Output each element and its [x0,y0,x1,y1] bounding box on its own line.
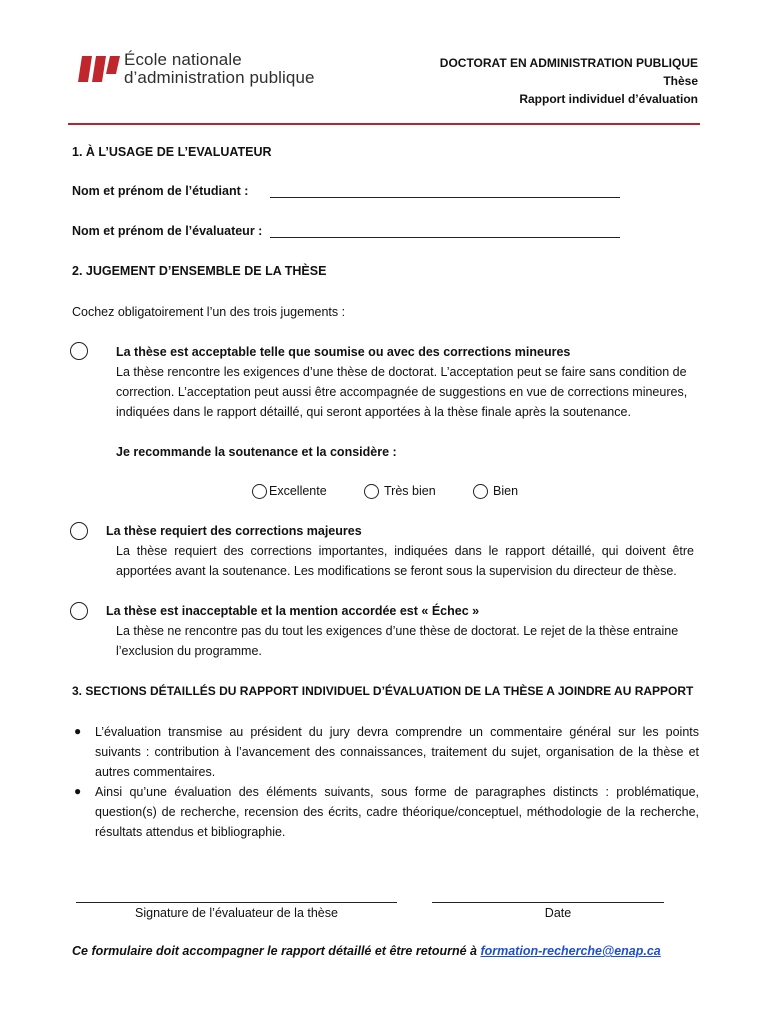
header-title-1: DOCTORAT EN ADMINISTRATION PUBLIQUE [439,56,698,70]
grade-good-radio[interactable] [473,484,488,499]
option-major-corrections-radio[interactable] [70,522,88,540]
date-label: Date [544,906,572,920]
bullet-2-line-1: Ainsi qu’une évaluation des éléments suivants, sous forme de paragraphes distincts : problématique, [95,785,699,799]
option-acceptable-line-1: La thèse rencontre les exigences d’une thèse de doctorat. L’acceptation peut se faire sans condition de [116,365,687,379]
option-acceptable-line-2: correction. L’acceptation peut aussi être accompagnée de suggestions en vue de corrections mineures, [116,385,688,399]
logo-line-2: d’administration publique [124,68,315,87]
evaluator-name-field[interactable] [270,237,620,238]
header-rule [68,123,700,125]
option-unacceptable-body [116,621,706,661]
student-name-field[interactable] [270,197,620,198]
grade-very-good-label: Très bien [384,484,436,498]
option-major-corrections-body [116,541,694,581]
evaluator-name-label: Nom et prénom de l’évaluateur : [72,224,263,238]
bullet-1-line-1: L’évaluation transmise au président du jury devra comprendre un commentaire général sur les points [95,725,699,739]
option-unacceptable-title: La thèse est inacceptable et la mention accordée est « Échec » [106,604,480,618]
signature-label: Signature de l’évaluateur de la thèse [135,906,338,920]
grade-good-label: Bien [493,484,519,498]
bullet-2-line-3: résultats attendus et bibliographie. [95,825,286,839]
bullet-1-line-2: suivants : contribution à l’avancement des connaissances, traitement du sujet, organisation de la thèse et [95,745,699,759]
footer-email-link[interactable]: formation-recherche@enap.ca [480,944,661,958]
option-unacceptable-radio[interactable] [70,602,88,620]
grade-excellent-label: Excellente [269,484,327,498]
header-title-3: Rapport individuel d’évaluation [519,92,698,106]
option-acceptable-block [116,342,706,422]
bullet-2-text [95,782,699,842]
option-unacceptable-line-2: l’exclusion du programme. [116,644,262,658]
bullet-2-icon: ● [74,784,82,798]
section-1-heading: 1. À L’USAGE DE L’EVALUATEUR [72,145,272,159]
header-title-2: Thèse [663,74,698,88]
footer-note [72,944,661,958]
option-major-corrections-title: La thèse requiert des corrections majeures [106,524,362,538]
section-3-heading: 3. SECTIONS DÉTAILLÉS DU RAPPORT INDIVIDUEL D’ÉVALUATION DE LA THÈSE A JOINDRE AU RAPPORT [72,684,694,698]
student-name-label: Nom et prénom de l’étudiant : [72,184,249,198]
logo-line-1: École nationale [124,50,242,69]
option-acceptable-radio[interactable] [70,342,88,360]
option-acceptable-line-3: indiquées dans le rapport détaillé, qui seront apportées à la thèse finale après la soutenance. [116,405,631,419]
grade-very-good-radio[interactable] [364,484,379,499]
option-acceptable-title: La thèse est acceptable telle que soumise ou avec des corrections mineures [116,345,571,359]
bullet-1-text [95,722,699,782]
grade-excellent-radio[interactable] [252,484,267,499]
instruction-text: Cochez obligatoirement l’un des trois jugements : [72,305,346,319]
enap-logo-icon [78,54,120,84]
document-header [440,54,698,108]
option-major-line-2: apportées avant la soutenance. Les modifications se feront sous la supervision du directeur de thèse. [116,564,677,578]
option-unacceptable-line-1: La thèse ne rencontre pas du tout les exigences d’une thèse de doctorat. Le rejet de la thèse entraine [116,624,679,638]
bullet-1-line-3: autres commentaires. [95,765,216,779]
bullet-1-icon: ● [74,724,82,738]
recommend-text: Je recommande la soutenance et la considère : [116,445,397,459]
logo-text [124,51,315,87]
bullet-2-line-2: question(s) de recherche, recension des écrits, cadre théorique/conceptuel, méthodologie de la recherche, [95,805,699,819]
option-major-line-1: La thèse requiert des corrections importantes, indiquées dans le rapport détaillé, qui doivent être [116,544,694,558]
section-2-heading: 2. JUGEMENT D’ENSEMBLE DE LA THÈSE [72,264,327,278]
footer-text: Ce formulaire doit accompagner le rapport détaillé et être retourné à [72,944,481,958]
